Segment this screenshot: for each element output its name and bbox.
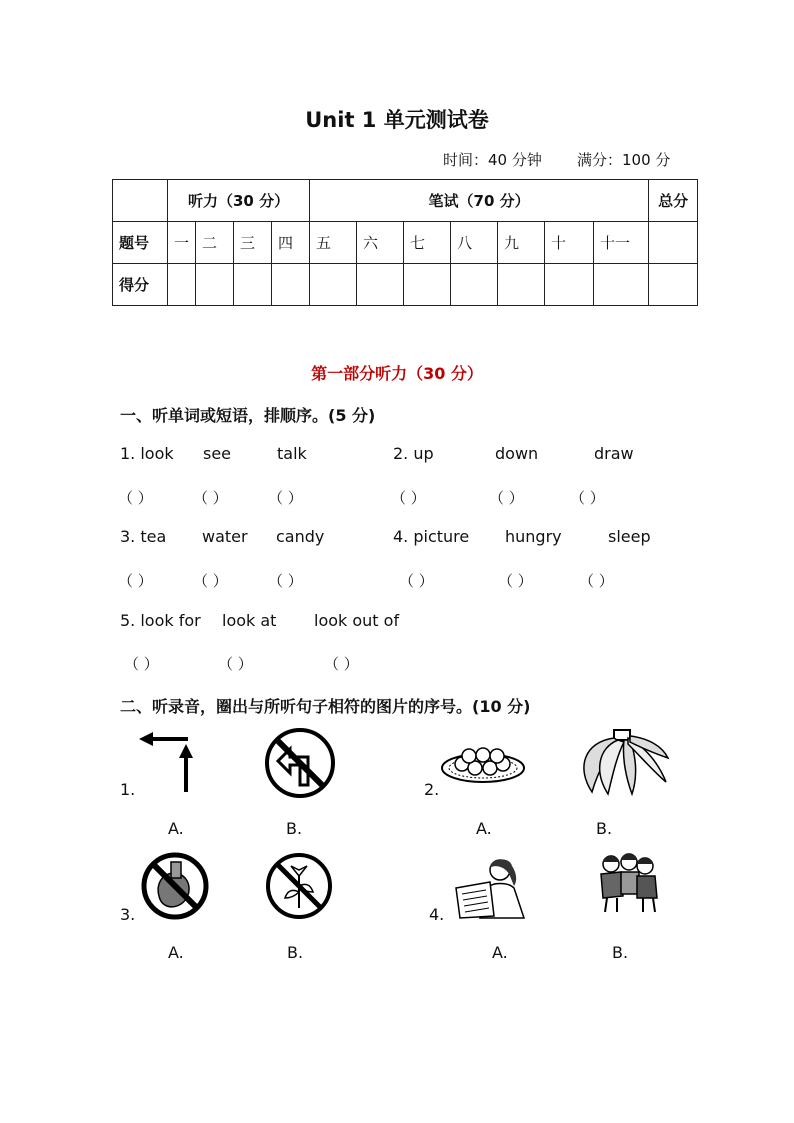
question-number-cell: 五 — [310, 222, 357, 264]
question-number-cell: 十一 — [594, 222, 649, 264]
item-number: 1. — [120, 780, 136, 799]
word-item: talk — [277, 444, 307, 463]
answer-blank[interactable]: （ ） — [498, 572, 533, 590]
answer-blank[interactable]: （ ） — [324, 655, 359, 673]
option-b[interactable]: B. — [287, 943, 304, 962]
item-number: 3. — [120, 905, 136, 924]
total-score-cell[interactable] — [649, 264, 698, 306]
question-number-cell: 七 — [404, 222, 451, 264]
word-item: draw — [594, 444, 634, 463]
score-cell[interactable] — [451, 264, 498, 306]
section-two-heading: 二、听录音，圈出与所听句子相符的图片的序号。(10 分) — [120, 697, 531, 716]
option-a[interactable]: A. — [168, 943, 184, 962]
answer-blank[interactable]: （ ） — [118, 489, 153, 507]
option-a[interactable]: A. — [492, 943, 508, 962]
answer-blank[interactable]: （ ） — [579, 572, 614, 590]
answer-blank[interactable]: （ ） — [193, 489, 228, 507]
word-item: look at — [222, 611, 277, 630]
total-number-cell — [649, 222, 698, 264]
score-cell[interactable] — [545, 264, 594, 306]
bananas-icon — [574, 728, 670, 796]
score-cell[interactable] — [272, 264, 310, 306]
word-item: 1. look — [120, 444, 174, 463]
score-label: 得分 — [113, 264, 168, 306]
answer-blank[interactable]: （ ） — [489, 489, 524, 507]
listening-header: 听力（30 分） — [168, 180, 310, 222]
question-number-label: 题号 — [113, 222, 168, 264]
answer-blank[interactable]: （ ） — [124, 655, 159, 673]
word-item: see — [203, 444, 232, 463]
full-score: 满分：100 分 — [577, 151, 671, 169]
option-b[interactable]: B. — [596, 819, 613, 838]
answer-blank[interactable]: （ ） — [268, 489, 303, 507]
word-item: 2. up — [393, 444, 434, 463]
answer-blank[interactable]: （ ） — [218, 655, 253, 673]
children-playing-icon — [595, 852, 661, 916]
word-item: 3. tea — [120, 527, 167, 546]
score-cell[interactable] — [196, 264, 234, 306]
turn-left-arrow-icon — [136, 728, 196, 794]
option-b[interactable]: B. — [286, 819, 303, 838]
word-item: look out of — [314, 611, 400, 630]
plate-of-buns-icon — [440, 738, 526, 784]
score-table — [112, 179, 698, 306]
question-number-cell: 四 — [272, 222, 310, 264]
word-item: candy — [276, 527, 325, 546]
word-item: 4. picture — [393, 527, 470, 546]
word-item: water — [202, 527, 248, 546]
item-number: 2. — [424, 780, 440, 799]
no-left-turn-sign-icon — [264, 727, 336, 799]
option-a[interactable]: A. — [168, 819, 184, 838]
score-cell[interactable] — [594, 264, 649, 306]
score-cell[interactable] — [498, 264, 545, 306]
question-number-cell: 十 — [545, 222, 594, 264]
question-number-cell: 九 — [498, 222, 545, 264]
score-cell[interactable] — [357, 264, 404, 306]
written-header: 笔试（70 分） — [310, 180, 649, 222]
score-cell[interactable] — [168, 264, 196, 306]
score-cell[interactable] — [404, 264, 451, 306]
answer-blank[interactable]: （ ） — [193, 572, 228, 590]
page-title: Unit 1 单元测试卷 — [305, 108, 489, 132]
answer-blank[interactable]: （ ） — [399, 572, 434, 590]
answer-blank[interactable]: （ ） — [268, 572, 303, 590]
no-picking-flowers-sign-icon — [265, 852, 333, 920]
question-number-cell: 一 — [168, 222, 196, 264]
total-header: 总分 — [649, 180, 698, 222]
section-one-heading: 一、听单词或短语，排顺序。(5 分) — [120, 406, 376, 425]
answer-blank[interactable]: （ ） — [391, 489, 426, 507]
exam-time: 时间：40 分钟 — [443, 151, 542, 169]
item-number: 4. — [429, 905, 445, 924]
part-one-title: 第一部分听力（30 分） — [311, 364, 483, 383]
question-number-cell: 二 — [196, 222, 234, 264]
score-cell[interactable] — [234, 264, 272, 306]
empty-corner-cell — [113, 180, 168, 222]
question-number-cell: 三 — [234, 222, 272, 264]
score-cell[interactable] — [310, 264, 357, 306]
no-eating-sign-icon — [141, 852, 209, 920]
answer-blank[interactable]: （ ） — [118, 572, 153, 590]
word-item: sleep — [608, 527, 651, 546]
word-item: down — [495, 444, 539, 463]
girl-reading-newspaper-icon — [454, 854, 528, 920]
answer-blank[interactable]: （ ） — [570, 489, 605, 507]
word-item: 5. look for — [120, 611, 201, 630]
option-b[interactable]: B. — [612, 943, 629, 962]
option-a[interactable]: A. — [476, 819, 492, 838]
word-item: hungry — [505, 527, 562, 546]
question-number-cell: 六 — [357, 222, 404, 264]
question-number-cell: 八 — [451, 222, 498, 264]
